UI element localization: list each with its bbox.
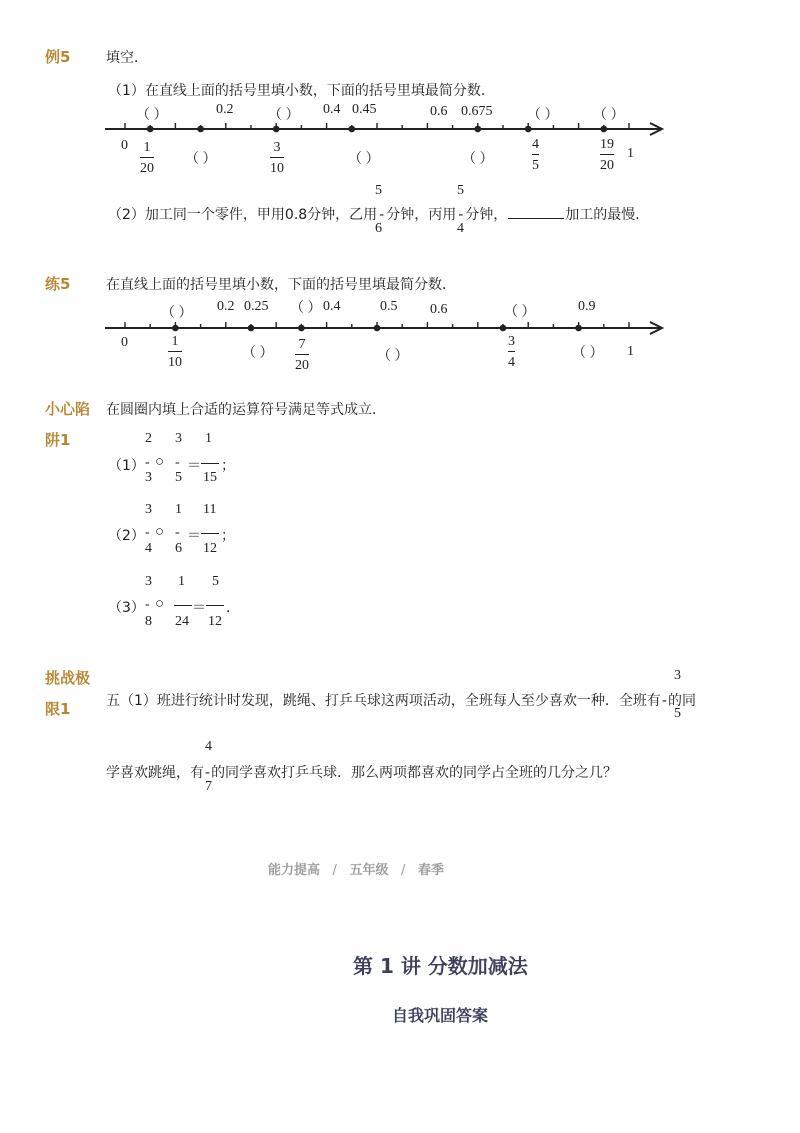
eq1-a-dash: - [145, 455, 150, 470]
nl1-above-label-5: 0.45 [352, 102, 377, 117]
point-dot [298, 325, 305, 332]
q2-part-c: 分钟， [465, 207, 508, 223]
eq3-a-dash: - [145, 597, 150, 612]
eq1-b-denominator: 5 [175, 470, 182, 485]
section-subtitle: 自我巩固答案 [392, 1006, 489, 1025]
nl2-below-fraction-5 [508, 333, 515, 371]
point-dot [248, 325, 255, 332]
eq3-operator-circle[interactable]: ○ [155, 596, 165, 612]
numerator: 3 [273, 140, 281, 155]
challenge-1-tag-line-2: 限1 [45, 700, 71, 718]
denominator: 20 [600, 158, 614, 173]
eq1-c-numerator: 1 [205, 431, 212, 446]
point-dot [475, 126, 482, 133]
q2-answer-blank[interactable] [508, 204, 564, 219]
nl2-above-blank-4: （ ） [290, 301, 322, 316]
denominator: 10 [270, 161, 284, 176]
nl2-above-label-2: 0.2 [217, 299, 235, 314]
denominator: 20 [295, 358, 309, 373]
nl1-below-fraction-1 [140, 139, 154, 177]
eq2-a-denominator: 4 [145, 541, 152, 556]
eq2-c-denominator: 12 [203, 541, 217, 556]
numerator: 1 [171, 334, 179, 349]
eq2-c-numerator: 11 [203, 502, 217, 517]
point-dot [601, 126, 608, 133]
q2-part-a: （2）加工同一个零件，甲用0.8分钟，乙用 [108, 207, 378, 223]
eq1-label: （1） [108, 458, 145, 474]
eq2-b-dash: - [175, 525, 180, 540]
nl1-zero: 0 [121, 138, 128, 153]
nl1-below-blank-2: （ ） [185, 152, 217, 167]
example-5-tag: 例5 [45, 48, 71, 66]
nl2-above-label-9: 0.9 [578, 299, 596, 314]
eq3-b-numerator: 1 [178, 574, 185, 589]
point-dot [349, 126, 356, 133]
point-dot [197, 126, 204, 133]
eq2-equals: ＝ [187, 529, 201, 544]
eq2-b-denominator: 6 [175, 541, 182, 556]
challenge-line-2 [106, 762, 617, 782]
nl1-above-blank-1: （ ） [136, 108, 168, 123]
numerator: 1 [143, 140, 151, 155]
challenge-frac2-denominator: 7 [205, 779, 212, 794]
nl2-above-blank-1: （ ） [161, 306, 193, 321]
nl2-one: 1 [627, 344, 634, 359]
footer-term: 春季 [417, 863, 444, 878]
point-dot [575, 325, 582, 332]
denominator: 10 [168, 355, 182, 370]
page-footer [268, 859, 444, 878]
eq2-c-bar [201, 533, 219, 534]
point-dot [374, 325, 381, 332]
challenge-1-tag-line-1: 挑战极 [45, 669, 91, 687]
nl1-above-blank-3: （ ） [268, 108, 300, 123]
example-5-intro: 填空． [106, 50, 148, 66]
nl2-above-label-3: 0.25 [244, 299, 269, 314]
eq3-label: （3） [108, 600, 145, 616]
eq3-equals: ＝ [192, 601, 206, 616]
challenge-frac1-denominator: 5 [674, 706, 681, 721]
eq1-operator-circle[interactable]: ○ [155, 454, 165, 470]
denominator: 4 [508, 355, 515, 370]
nl2-above-label-5: 0.4 [323, 299, 341, 314]
q2-bing-dash: - [458, 207, 464, 223]
practice-5-tag: 练5 [45, 275, 71, 293]
practice-5-text: 在直线上面的括号里填小数，下面的括号里填最简分数． [106, 277, 456, 293]
challenge-frac2-dash: - [205, 765, 211, 781]
nl2-below-blank-6: （ ） [572, 346, 604, 361]
challenge-line-1-end: 的同 [667, 693, 696, 709]
challenge-line-1-text: 五（1）班进行统计时发现，跳绳、打乒乓球这两项活动，全班每人至少喜欢一种．全班有 [106, 693, 661, 709]
eq1-equals: ＝ [187, 459, 201, 474]
nl1-above-label-6: 0.6 [430, 104, 448, 119]
eq3-b-bar [174, 605, 192, 606]
nl2-above-label-6: 0.5 [380, 299, 398, 314]
nl2-above-blank-8: （ ） [504, 305, 536, 320]
eq1-c-bar [201, 463, 219, 464]
eq1-end: ； [221, 458, 235, 474]
q2-bing-numerator: 5 [457, 183, 464, 198]
challenge-line-2-b: 的同学喜欢打乒乓球．那么两项都喜欢的同学占全班的几分之几？ [211, 765, 618, 781]
point-dot [500, 325, 507, 332]
eq2-end: ； [221, 528, 235, 544]
eq3-c-denominator: 12 [208, 614, 222, 629]
eq3-a-numerator: 3 [145, 574, 152, 589]
trap-1-tag-line-1: 小心陷 [45, 400, 91, 418]
nl1-below-fraction-6 [532, 136, 539, 174]
numerator: 4 [532, 137, 539, 152]
footer-separator: / [401, 863, 406, 878]
nl1-one: 1 [627, 146, 634, 161]
eq2-a-dash: - [145, 525, 150, 540]
example-5-q1: （1）在直线上面的括号里填小数，下面的括号里填最简分数． [108, 83, 495, 99]
point-dot [525, 126, 532, 133]
eq1-a-denominator: 3 [145, 470, 152, 485]
eq1-c-denominator: 15 [203, 470, 217, 485]
nl1-above-label-7: 0.675 [461, 104, 493, 119]
point-dot [273, 126, 280, 133]
challenge-frac2-numerator: 4 [205, 739, 212, 754]
footer-course: 能力提高 [268, 863, 321, 878]
trap-1-text: 在圆圈内填上合适的运算符号满足等式成立． [106, 402, 386, 418]
denominator: 5 [532, 158, 539, 173]
nl1-above-label-2: 0.2 [216, 102, 234, 117]
number-line-1 [100, 118, 670, 140]
eq1-b-numerator: 3 [175, 431, 182, 446]
q2-yi-numerator: 5 [375, 183, 382, 198]
lecture-title: 第 1 讲 分数加减法 [353, 954, 528, 978]
nl1-below-fraction-7 [600, 136, 614, 174]
nl2-below-fraction-3 [295, 336, 309, 374]
eq3-c-bar [206, 605, 224, 606]
q2-yi-denominator: 6 [375, 221, 382, 236]
nl1-below-blank-5: （ ） [462, 152, 494, 167]
numerator: 3 [508, 334, 515, 349]
eq3-end: ． [226, 600, 240, 616]
challenge-line-1 [106, 690, 696, 710]
nl2-below-blank-2: （ ） [242, 346, 274, 361]
numerator: 7 [298, 337, 306, 352]
eq3-c-numerator: 5 [212, 574, 219, 589]
nl2-below-blank-4: （ ） [377, 349, 409, 364]
example-5-q2 [108, 204, 649, 224]
q2-part-d: 加工的最慢． [565, 207, 650, 223]
challenge-frac1-numerator: 3 [674, 668, 681, 683]
numerator: 19 [600, 137, 614, 152]
challenge-frac1-dash: - [661, 693, 667, 709]
eq2-b-numerator: 1 [175, 502, 182, 517]
denominator: 20 [140, 161, 154, 176]
eq1-a-numerator: 2 [145, 431, 152, 446]
footer-separator: / [332, 863, 337, 878]
nl1-above-blank-9: （ ） [593, 108, 625, 123]
trap-1-tag-line-2: 阱1 [45, 431, 71, 449]
nl2-below-fraction-1 [168, 333, 182, 371]
q2-part-b: 分钟，丙用 [386, 207, 457, 223]
footer-grade: 五年级 [349, 863, 389, 878]
eq3-a-denominator: 8 [145, 614, 152, 629]
point-dot [147, 126, 154, 133]
nl1-below-blank-4: （ ） [348, 152, 380, 167]
point-dot [172, 325, 179, 332]
nl2-above-label-7: 0.6 [430, 302, 448, 317]
challenge-line-2-a: 学喜欢跳绳，有 [106, 765, 204, 781]
eq3-b-denominator: 24 [175, 614, 189, 629]
nl1-above-blank-8: （ ） [527, 108, 559, 123]
nl2-zero: 0 [121, 335, 128, 350]
q2-bing-denominator: 4 [457, 221, 464, 236]
eq1-b-dash: - [175, 455, 180, 470]
q2-yi-dash: - [379, 207, 385, 223]
nl1-below-fraction-3 [270, 139, 284, 177]
eq2-label: （2） [108, 528, 145, 544]
eq2-a-numerator: 3 [145, 502, 152, 517]
eq2-operator-circle[interactable]: ○ [155, 524, 165, 540]
nl1-above-label-4: 0.4 [323, 102, 341, 117]
